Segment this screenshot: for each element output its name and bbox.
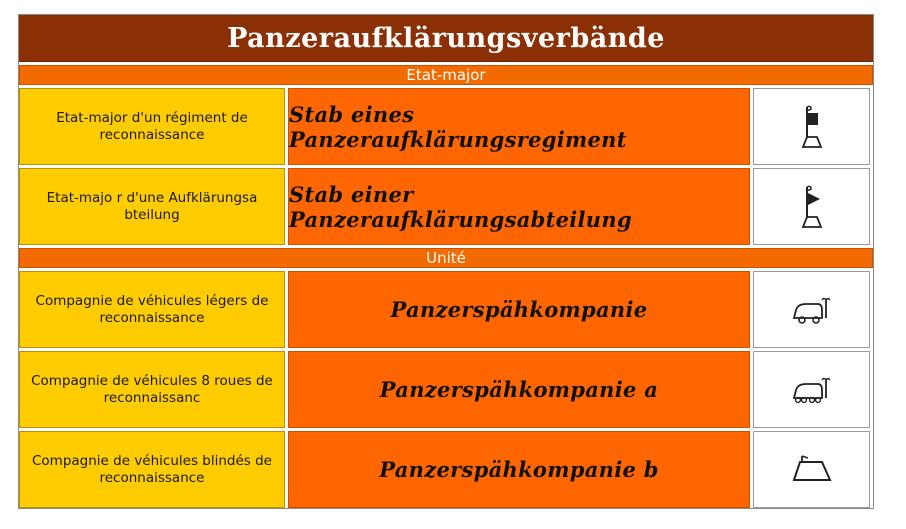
battalion-hq-flag-icon: [797, 183, 827, 231]
french-name-cell: Compagnie de véhicules 8 roues de reconnaissanc: [19, 351, 285, 428]
table-row: [19, 88, 873, 165]
table-row: [19, 431, 873, 508]
french-name-cell: Etat-major d'un régiment de reconnaissance: [19, 88, 285, 165]
symbol-cell: [753, 168, 870, 245]
regiment-hq-flag-icon: [797, 103, 827, 151]
german-name-cell: Stab einer Panzeraufklärungsabteilung: [288, 168, 750, 245]
eight-wheel-recon-vehicle-icon: [790, 372, 834, 408]
section-header-etat-major: Etat-major: [19, 65, 873, 85]
table-row: [19, 351, 873, 428]
german-name-cell: Panzerspähkompanie b: [288, 431, 750, 508]
table-row: [19, 168, 873, 245]
french-name-cell: Compagnie de véhicules légers de reconnaissance: [19, 271, 285, 348]
german-name-cell: Stab eines Panzeraufklärungsregiment: [288, 88, 750, 165]
table-title-text: Panzeraufklärungsverbände: [227, 22, 665, 54]
light-recon-vehicle-icon: [790, 292, 834, 328]
french-name-cell: Etat-majo r d'une Aufklärungsa bteilung: [19, 168, 285, 245]
german-name-cell: Panzerspähkompanie: [288, 271, 750, 348]
section-header-unite: Unité: [19, 248, 873, 268]
unit-table: [18, 14, 874, 509]
german-name-cell: Panzerspähkompanie a: [288, 351, 750, 428]
table-title: [19, 15, 873, 62]
french-name-cell: Compagnie de véhicules blindés de reconnaissance: [19, 431, 285, 508]
symbol-cell: [753, 271, 870, 348]
symbol-cell: [753, 431, 870, 508]
armored-recon-vehicle-icon: [788, 452, 836, 488]
table-row: [19, 271, 873, 348]
symbol-cell: [753, 351, 870, 428]
symbol-cell: [753, 88, 870, 165]
